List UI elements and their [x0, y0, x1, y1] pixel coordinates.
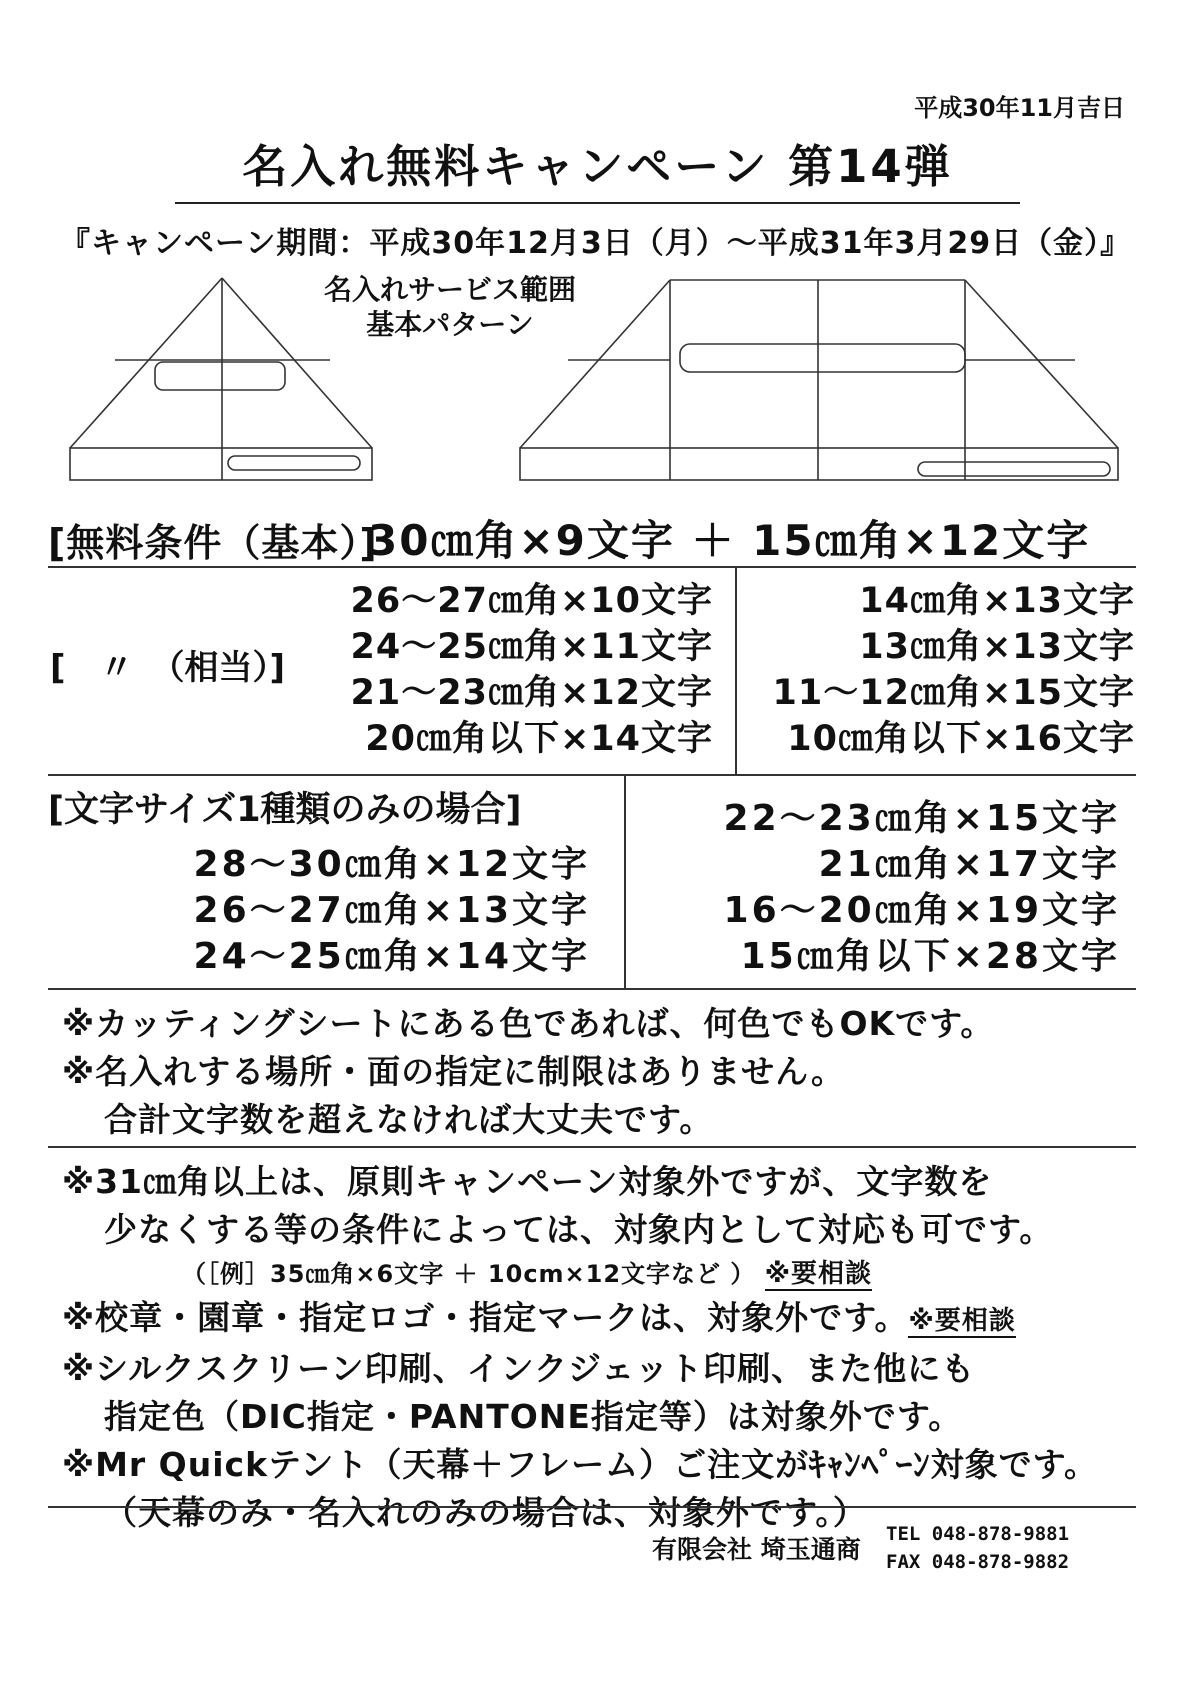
small-tent-roof-name-area [155, 362, 285, 390]
diagram-label-line1: 名入れサービス範囲 [323, 273, 576, 306]
note-text: ※校章・園章・指定ロゴ・指定マークは、対象外です。 [62, 1298, 909, 1337]
list-item: 10㎝角以下×16文字 [787, 719, 1135, 759]
note-line: 少なくする等の条件によっては、対象内として対応も可です。 [104, 1210, 1054, 1249]
note-example: （［例］35㎝角×6文字 ＋ 10cm×12文字など ） [182, 1260, 756, 1288]
list-item: 26～27㎝角×13文字 [193, 890, 590, 931]
list-item: 20㎝角以下×14文字 [365, 719, 713, 759]
note-line: 合計文字数を超えなければ大丈夫です。 [104, 1100, 714, 1139]
large-tent-right-edge [965, 280, 1118, 448]
divider [48, 774, 1136, 776]
basic-condition-value: 30㎝角×9文字 ＋ 15㎝角×12文字 [368, 516, 1091, 565]
equivalent-right-column [745, 578, 1135, 762]
basic-condition-label: [無料条件（基本）] [48, 521, 378, 565]
note-line: ※シルクスクリーン印刷、インクジェット印刷、また他にも [62, 1349, 976, 1388]
note-line [62, 1294, 1098, 1345]
list-item: 28～30㎝角×12文字 [193, 844, 590, 885]
list-item: 16～20㎝角×19文字 [723, 890, 1120, 931]
column-divider [735, 568, 737, 774]
small-tent-valance [70, 448, 372, 480]
list-item: 14㎝角×13文字 [859, 581, 1135, 621]
divider [48, 566, 1136, 568]
small-tent-left-edge [70, 278, 222, 448]
list-item: 24～25㎝角×11文字 [350, 627, 713, 667]
divider [48, 988, 1136, 990]
list-item: 22～23㎝角×15文字 [723, 798, 1120, 839]
note-line: ※Mr Quickテント（天幕＋フレーム）ご注文がｷｬﾝﾍﾟｰﾝ対象です。 [62, 1445, 1098, 1484]
consult-badge: ※要相談 [908, 1306, 1016, 1336]
note-line: ※31㎝角以上は、原則キャンペーン対象外ですが、文字数を [62, 1162, 993, 1201]
company-name: 有限会社 埼玉通商 [652, 1535, 861, 1564]
small-tent-valance-name-area [228, 456, 360, 470]
single-size-right-column [640, 796, 1120, 980]
list-item: 13㎝角×13文字 [859, 627, 1135, 667]
large-tent-roof-name-area [680, 344, 965, 372]
list-item: 26～27㎝角×10文字 [350, 581, 713, 621]
diagram-label-line2: 基本パターン [366, 308, 534, 341]
equivalent-label: [ 〃 （相当）] [50, 648, 286, 688]
notes-section-2 [62, 1158, 1098, 1537]
divider [48, 1146, 1136, 1148]
single-size-label: [文字サイズ1種類のみの場合] [48, 790, 522, 830]
document-date: 平成30年11月吉日 [914, 94, 1125, 122]
list-item: 21～23㎝角×12文字 [350, 673, 713, 713]
title-block [175, 140, 1020, 204]
note-line: 指定色（DIC指定・PANTONE指定等）は対象外です。 [104, 1397, 963, 1436]
list-item: 24～25㎝角×14文字 [193, 936, 590, 977]
diagram-label [290, 272, 610, 342]
tel-number: TEL 048-878-9881 [886, 1523, 1070, 1545]
note-line: ※カッティングシートにある色であれば、何色でもOKです。 [62, 1004, 995, 1043]
divider [48, 1506, 1136, 1508]
list-item: 11～12㎝角×15文字 [772, 673, 1135, 713]
large-tent-valance-name-area [918, 462, 1110, 476]
contact-info [886, 1520, 1069, 1576]
equivalent-left-column [318, 578, 713, 762]
campaign-period: 『キャンペーン期間：平成30年12月3日（月）～平成31年3月29日（金）』 [60, 226, 1132, 261]
notes-section-1 [62, 1000, 994, 1144]
consult-badge: ※要相談 [764, 1259, 873, 1289]
note-line: （天幕のみ・名入れのみの場合は、対象外です。） [104, 1493, 867, 1532]
column-divider [624, 774, 626, 988]
note-example-line [62, 1254, 1098, 1294]
note-line: ※名入れする場所・面の指定に制限はありません。 [62, 1052, 846, 1091]
list-item: 15㎝角以下×28文字 [740, 936, 1120, 977]
list-item: 21㎝角×17文字 [818, 844, 1120, 885]
fax-number: FAX 048-878-9882 [886, 1551, 1070, 1573]
document-title: 名入れ無料キャンペーン 第14弾 [175, 140, 1020, 204]
single-size-left-column [100, 842, 590, 980]
